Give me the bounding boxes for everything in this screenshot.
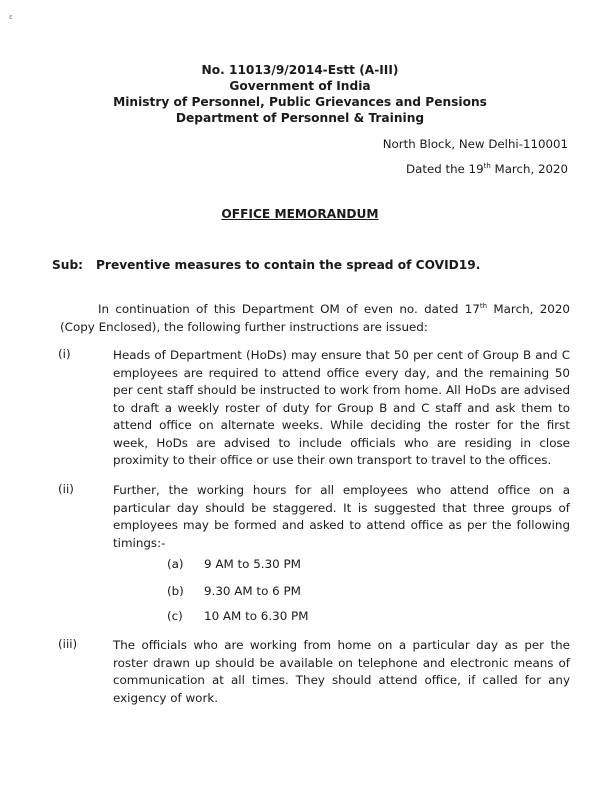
issue-date [406,162,568,176]
office-address: North Block, New Delhi-110001 [382,137,568,151]
timing-letter: (c) [167,609,183,623]
timing-letter: (b) [167,584,184,598]
corner-mark: ɛ [9,13,13,21]
subject-text: Preventive measures to contain the spread of COVID19. [96,258,481,272]
timing-letter: (a) [167,557,184,571]
item-text: Further, the working hours for all employees who attend office on a particular day should be staggered. It is suggested that three groups of employees may be formed and asked to attend office as per the following timings:- [113,483,570,550]
timing-text: 10 AM to 6.30 PM [204,609,309,623]
intro-suffix: th [479,302,488,311]
item-text: The officials who are working from home on a particular day as per the roster drawn up should be available on telephone and electronic means of communication at all times. They should attend office, if called for any exigency of work. [113,638,570,705]
intro-part2: March, 2020 (Copy Enclosed), the following further instructions are issued: [60,302,570,334]
timing-text: 9 AM to 5.30 PM [204,557,301,571]
item-text: Heads of Department (HoDs) may ensure that 50 per cent of Group B and C employees are required to attend office every day, and the remaining 50 per cent staff should be instructed to work from home. All HoDs are advised to draft a weekly roster of duty for Group B and C staff and ask them to attend office on alternate weeks. While deciding the roster for the first week, HoDs are advised to include officials who are residing in close proximity to their office or use their own transport to travel to the offices. [113,348,570,467]
page-title: OFFICE MEMORANDUM [221,207,379,221]
item-number: (iii) [58,637,78,651]
subject-label: Sub: [52,258,84,272]
timing-text: 9.30 AM to 6 PM [204,584,301,598]
item-number: (ii) [58,482,74,496]
date-suffix: th [483,162,491,171]
subject-line [52,258,480,272]
ministry-name: Ministry of Personnel, Public Grievances and Pensions [113,95,487,109]
government-name: Government of India [229,79,371,93]
intro-paragraph [60,301,570,336]
item-number: (i) [58,347,71,361]
file-number: No. 11013/9/2014-Estt (A-III) [201,63,399,77]
date-prefix: Dated the 19 [406,162,484,176]
date-rest: March, 2020 [490,162,568,176]
intro-part1: In continuation of this Department OM of even no. dated 17 [98,302,480,316]
department-name: Department of Personnel & Training [175,111,425,125]
